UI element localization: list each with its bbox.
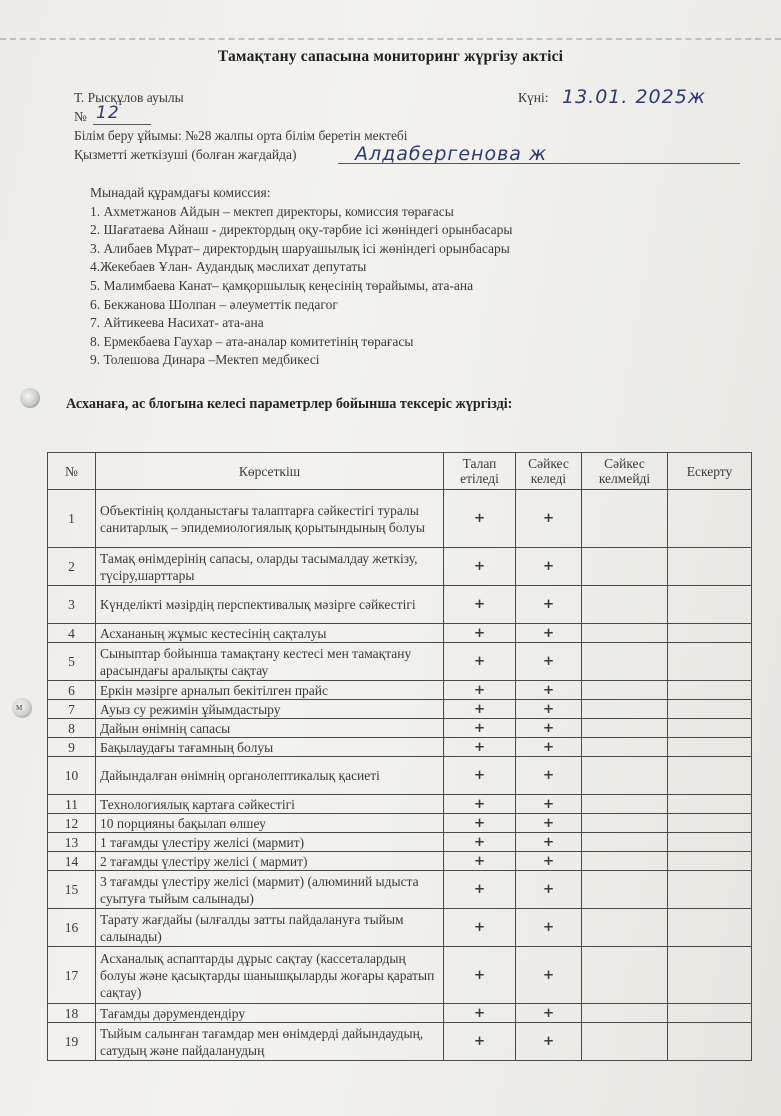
row-indicator: Тыйым салынған тағамдар мен өнімдерді дайындаудың, сатудың және пайдаланудың xyxy=(96,1023,444,1061)
noncompliant-cell xyxy=(582,871,668,909)
table-row xyxy=(48,719,752,738)
note-cell xyxy=(668,795,752,814)
row-indicator: Сыныптар бойынша тамақтану кестесі мен тамақтану арасындағы аралықты сақтау xyxy=(96,643,444,681)
commission-member: 1. Ахметжанов Айдын – мектеп директоры, комиссия төрағасы xyxy=(90,203,454,219)
required-mark: + xyxy=(444,757,516,795)
required-mark: + xyxy=(444,700,516,719)
required-mark: + xyxy=(444,852,516,871)
supplier-label: Қызметті жеткізуші (болған жағдайда) xyxy=(74,147,297,162)
row-indicator: Тамақ өнімдерінің сапасы, оларды тасымалдау жеткізу, түсіру,шарттары xyxy=(96,548,444,586)
note-cell xyxy=(668,871,752,909)
row-indicator: Бақылаудағы тағамның болуы xyxy=(96,738,444,757)
row-number: 3 xyxy=(48,586,96,624)
note-cell xyxy=(668,947,752,1004)
noncompliant-cell xyxy=(582,1004,668,1023)
row-number: 19 xyxy=(48,1023,96,1061)
required-mark: + xyxy=(444,947,516,1004)
commission-member: 8. Ермекбаева Гаухар – ата-аналар комитетінің төрағасы xyxy=(90,333,414,349)
date-label: Күні: xyxy=(518,90,549,105)
noncompliant-cell xyxy=(582,833,668,852)
row-indicator: Тарату жағдайы (ылғалды затты пайдалануға тыйым салынады) xyxy=(96,909,444,947)
compliant-mark: + xyxy=(516,681,582,700)
row-indicator: Объектінің қолданыстағы талаптарға сәйкестігі туралы санитарлық – эпидемиологиялық қорытындының болуы xyxy=(96,490,444,548)
row-indicator: 2 тағамды үлестіру желісі ( мармит) xyxy=(96,852,444,871)
commission-member: 5. Малимбаева Канат– қамқоршылық кеңесінің төрайымы, ата-ана xyxy=(90,277,474,293)
inspection-table xyxy=(47,452,752,1061)
row-indicator: 3 тағамды үлестіру желісі (мармит) (алюминий ыдыста суытуға тыйым салынады) xyxy=(96,871,444,909)
compliant-mark: + xyxy=(516,795,582,814)
row-indicator: Күнделікті мәзірдің перспективалық мәзірге сәйкестігі xyxy=(96,586,444,624)
table-row xyxy=(48,833,752,852)
table-row xyxy=(48,757,752,795)
required-mark: + xyxy=(444,548,516,586)
compliant-mark: + xyxy=(516,738,582,757)
table-header-row xyxy=(48,453,752,490)
note-cell xyxy=(668,586,752,624)
note-cell xyxy=(668,643,752,681)
required-mark: + xyxy=(444,871,516,909)
table-row xyxy=(48,1004,752,1023)
number-underline xyxy=(93,124,151,125)
required-mark: + xyxy=(444,909,516,947)
commission-member: 4.Жекебаев Ұлан- Аудандық мәслихат депутаты xyxy=(90,259,367,275)
row-indicator: Дайындалған өнімнің органолептикалық қасиеті xyxy=(96,757,444,795)
supplier-underline xyxy=(338,163,740,164)
row-number: 18 xyxy=(48,1004,96,1023)
commission-member: 9. Толешова Динара –Мектеп медбикесі xyxy=(90,352,320,368)
village-line: Т. Рысқұлов ауылы xyxy=(74,90,184,105)
noncompliant-cell xyxy=(582,814,668,833)
required-mark: + xyxy=(444,490,516,548)
row-indicator: Технологиялық картаға сәйкестігі xyxy=(96,795,444,814)
required-mark: + xyxy=(444,681,516,700)
row-number: 16 xyxy=(48,909,96,947)
commission-block xyxy=(90,184,512,370)
noncompliant-cell xyxy=(582,757,668,795)
row-number: 2 xyxy=(48,548,96,586)
noncompliant-cell xyxy=(582,795,668,814)
note-cell xyxy=(668,719,752,738)
required-mark: + xyxy=(444,814,516,833)
compliant-mark: + xyxy=(516,852,582,871)
margin-mark: м xyxy=(16,702,23,713)
noncompliant-cell xyxy=(582,681,668,700)
note-cell xyxy=(668,490,752,548)
noncompliant-cell xyxy=(582,700,668,719)
compliant-mark: + xyxy=(516,871,582,909)
noncompliant-cell xyxy=(582,852,668,871)
number-value: 12 xyxy=(96,103,120,123)
row-indicator: Ауыз су режимін ұйымдастыру xyxy=(96,700,444,719)
number-label: № xyxy=(74,109,87,124)
compliant-mark: + xyxy=(516,947,582,1004)
required-mark: + xyxy=(444,643,516,681)
supplier-value: Алдабергенова ж xyxy=(355,143,548,165)
row-indicator: Еркін мәзірге арналып бекітілген прайс xyxy=(96,681,444,700)
row-number: 9 xyxy=(48,738,96,757)
required-mark: + xyxy=(444,586,516,624)
row-indicator: Дайын өнімнің сапасы xyxy=(96,719,444,738)
table-row xyxy=(48,738,752,757)
row-number: 4 xyxy=(48,624,96,643)
note-cell xyxy=(668,814,752,833)
table-row xyxy=(48,624,752,643)
note-cell xyxy=(668,1004,752,1023)
compliant-mark: + xyxy=(516,833,582,852)
note-cell xyxy=(668,909,752,947)
noncompliant-cell xyxy=(582,490,668,548)
col-required: Талап етіледі xyxy=(444,453,516,490)
required-mark: + xyxy=(444,833,516,852)
table-row xyxy=(48,795,752,814)
row-number: 6 xyxy=(48,681,96,700)
row-indicator: Асхананың жұмыс кестесінің сақталуы xyxy=(96,624,444,643)
row-number: 13 xyxy=(48,833,96,852)
required-mark: + xyxy=(444,738,516,757)
document-title: Тамақтану сапасына мониторинг жүргізу актісі xyxy=(217,48,564,65)
date-value: 13.01. 2025ж xyxy=(562,86,706,108)
note-cell xyxy=(668,681,752,700)
commission-member: 7. Айтикеева Насихат- ата-ана xyxy=(90,315,264,331)
row-number: 15 xyxy=(48,871,96,909)
required-mark: + xyxy=(444,624,516,643)
note-cell xyxy=(668,757,752,795)
row-number: 11 xyxy=(48,795,96,814)
noncompliant-cell xyxy=(582,586,668,624)
compliant-mark: + xyxy=(516,643,582,681)
table-row xyxy=(48,548,752,586)
col-indicator: Көрсеткіш xyxy=(96,453,444,490)
noncompliant-cell xyxy=(582,643,668,681)
note-cell xyxy=(668,833,752,852)
compliant-mark: + xyxy=(516,1023,582,1061)
noncompliant-cell xyxy=(582,624,668,643)
compliant-mark: + xyxy=(516,624,582,643)
col-compliant: Сәйкес келеді xyxy=(516,453,582,490)
table-row xyxy=(48,681,752,700)
punch-hole xyxy=(20,388,40,408)
noncompliant-cell xyxy=(582,909,668,947)
commission-member: 3. Алибаев Мұрат– директордың шаруашылық ісі жөніндегі орынбасары xyxy=(90,240,510,256)
note-cell xyxy=(668,548,752,586)
required-mark: + xyxy=(444,719,516,738)
compliant-mark: + xyxy=(516,814,582,833)
noncompliant-cell xyxy=(582,1023,668,1061)
compliant-mark: + xyxy=(516,548,582,586)
table-row xyxy=(48,700,752,719)
table-row xyxy=(48,852,752,871)
compliant-mark: + xyxy=(516,1004,582,1023)
table-row xyxy=(48,947,752,1004)
commission-member: 2. Шағатаева Айнаш - директордың оқу-тәрбие ісі жөніндегі орынбасары xyxy=(90,222,513,238)
compliant-mark: + xyxy=(516,909,582,947)
compliant-mark: + xyxy=(516,490,582,548)
noncompliant-cell xyxy=(582,719,668,738)
noncompliant-cell xyxy=(582,947,668,1004)
noncompliant-cell xyxy=(582,738,668,757)
table-row xyxy=(48,909,752,947)
table-row xyxy=(48,643,752,681)
row-number: 12 xyxy=(48,814,96,833)
section-title: Асханаға, ас блогына келесі параметрлер бойынша тексеріс жүргізді: xyxy=(66,396,513,412)
required-mark: + xyxy=(444,1004,516,1023)
col-noncompliant: Сәйкес келмейді xyxy=(582,453,668,490)
table-row xyxy=(48,586,752,624)
compliant-mark: + xyxy=(516,700,582,719)
table-row xyxy=(48,814,752,833)
row-number: 7 xyxy=(48,700,96,719)
required-mark: + xyxy=(444,1023,516,1061)
table-row xyxy=(48,871,752,909)
row-indicator: 1 тағамды үлестіру желісі (мармит) xyxy=(96,833,444,852)
row-number: 17 xyxy=(48,947,96,1004)
commission-intro: Мынадай құрамдағы комиссия: xyxy=(90,185,271,200)
row-number: 8 xyxy=(48,719,96,738)
note-cell xyxy=(668,738,752,757)
row-number: 5 xyxy=(48,643,96,681)
row-number: 14 xyxy=(48,852,96,871)
commission-member: 6. Бекжанова Шолпан – әлеуметтік педагог xyxy=(90,296,338,312)
table-row xyxy=(48,1023,752,1061)
organization-line: Білім беру ұйымы: №28 жалпы орта білім беретін мектебі xyxy=(74,128,408,143)
col-note: Ескерту xyxy=(668,453,752,490)
note-cell xyxy=(668,1023,752,1061)
row-indicator: Асханалық аспаптарды дұрыс сақтау (кассеталардың болуы және қасықтарды шанышқыларды жоғары қаратып сақтау) xyxy=(96,947,444,1004)
note-cell xyxy=(668,624,752,643)
col-number: № xyxy=(48,453,96,490)
row-number: 1 xyxy=(48,490,96,548)
required-mark: + xyxy=(444,795,516,814)
compliant-mark: + xyxy=(516,586,582,624)
table-row xyxy=(48,490,752,548)
row-number: 10 xyxy=(48,757,96,795)
row-indicator: 10 порцияны бақылап өлшеу xyxy=(96,814,444,833)
note-cell xyxy=(668,700,752,719)
compliant-mark: + xyxy=(516,719,582,738)
noncompliant-cell xyxy=(582,548,668,586)
compliant-mark: + xyxy=(516,757,582,795)
row-indicator: Тағамды дәрумендендіру xyxy=(96,1004,444,1023)
note-cell xyxy=(668,852,752,871)
